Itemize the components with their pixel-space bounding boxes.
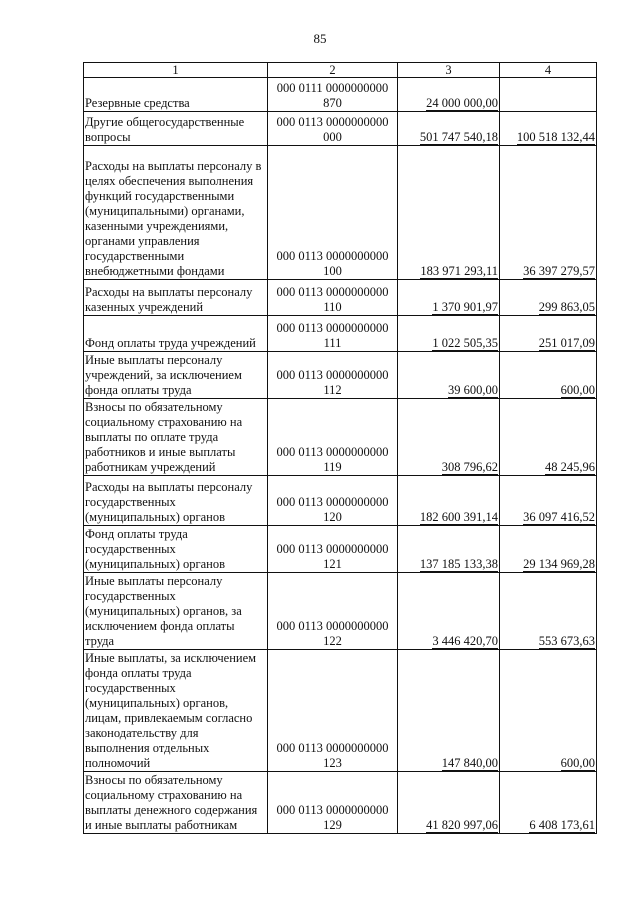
row-code-cell — [268, 146, 398, 280]
row-code-cell — [268, 280, 398, 316]
row-code-type: 121 — [323, 557, 342, 571]
row-code-type: 100 — [323, 264, 342, 278]
row-code-cell — [268, 650, 398, 772]
row-name-cell — [84, 650, 268, 772]
row-name: Расходы на выплаты персоналу казенных учреждений — [85, 285, 253, 314]
table-row — [84, 352, 597, 399]
row-amount-col3 — [398, 316, 500, 352]
table-row — [84, 78, 597, 112]
row-amount-col4-value: 36 397 279,57 — [523, 264, 595, 278]
row-amount-col4 — [500, 112, 597, 146]
row-name-cell — [84, 112, 268, 146]
column-header-2: 2 — [268, 63, 398, 78]
row-amount-col3-value: 147 840,00 — [441, 756, 498, 770]
row-name: Фонд оплаты труда учреждений — [85, 336, 256, 350]
row-amount-col3-value: 1 370 901,97 — [432, 300, 498, 314]
row-code-cell — [268, 112, 398, 146]
row-name: Резервные средства — [85, 96, 190, 110]
table-row — [84, 526, 597, 573]
row-code-classifier: 000 0113 0000000000 — [276, 115, 389, 129]
row-amount-col3 — [398, 78, 500, 112]
row-amount-col4-value: 251 017,09 — [538, 336, 595, 350]
row-code-cell — [268, 316, 398, 352]
row-code-type: 110 — [323, 300, 342, 314]
row-amount-col4-value: 29 134 969,28 — [523, 557, 595, 571]
table-row — [84, 280, 597, 316]
row-name-cell — [84, 280, 268, 316]
row-amount-col3-value: 24 000 000,00 — [426, 96, 498, 110]
row-code-type: 000 — [323, 130, 342, 144]
row-amount-col3 — [398, 650, 500, 772]
row-amount-col4 — [500, 316, 597, 352]
row-code-classifier: 000 0113 0000000000 — [276, 368, 389, 382]
row-name-cell — [84, 399, 268, 476]
row-amount-col3 — [398, 573, 500, 650]
row-name: Иные выплаты, за исключением фонда оплаты труда государственных (муниципальных) органов, лицам, привлекаемым согласно законодательству для выполнения отдельных полномочий — [85, 651, 257, 770]
table-row — [84, 772, 597, 834]
row-name-cell — [84, 352, 268, 399]
row-code-classifier: 000 0113 0000000000 — [276, 249, 389, 263]
row-name-cell — [84, 316, 268, 352]
row-name: Расходы на выплаты персоналу в целях обеспечения выполнения функций государственными (муниципальными) органами, казенными учреждениями, органами управления государственными внебюджетными фондами — [85, 159, 262, 278]
row-amount-col3-value: 3 446 420,70 — [432, 634, 498, 648]
row-amount-col4 — [500, 772, 597, 834]
row-code-type: 120 — [323, 510, 342, 524]
row-amount-col4-value: 600,00 — [560, 756, 595, 770]
row-name: Взносы по обязательному социальному страхованию на выплаты денежного содержания и иные выплаты работникам — [85, 773, 258, 832]
row-code-cell — [268, 573, 398, 650]
row-name-cell — [84, 476, 268, 526]
row-name-cell — [84, 526, 268, 573]
column-header-3: 3 — [398, 63, 500, 78]
row-name-cell — [84, 772, 268, 834]
table-header-row — [84, 63, 597, 78]
row-name: Взносы по обязательному социальному страхованию на выплаты по оплате труда работников и иные выплаты работникам учреждений — [85, 400, 243, 474]
row-amount-col4 — [500, 280, 597, 316]
row-code-type: 112 — [323, 383, 342, 397]
row-amount-col3 — [398, 526, 500, 573]
row-amount-col4-value: 299 863,05 — [538, 300, 595, 314]
table-row — [84, 399, 597, 476]
row-code-cell — [268, 352, 398, 399]
row-code-classifier: 000 0111 0000000000 — [276, 81, 389, 95]
row-amount-col4-value: 553 673,63 — [538, 634, 595, 648]
row-code-classifier: 000 0113 0000000000 — [276, 619, 389, 633]
row-amount-col4 — [500, 476, 597, 526]
row-name: Другие общегосударственные вопросы — [85, 115, 245, 144]
row-code-type: 119 — [323, 460, 342, 474]
page-number: 85 — [313, 31, 327, 46]
row-name-cell — [84, 573, 268, 650]
row-code-cell — [268, 526, 398, 573]
row-amount-col4-value: 48 245,96 — [545, 460, 595, 474]
row-code-classifier: 000 0113 0000000000 — [276, 495, 389, 509]
row-code-cell — [268, 78, 398, 112]
row-code-type: 129 — [323, 818, 342, 832]
row-code-type: 111 — [323, 336, 342, 350]
row-code-type: 122 — [323, 634, 342, 648]
column-header-4: 4 — [500, 63, 597, 78]
row-amount-col3 — [398, 112, 500, 146]
row-amount-col4 — [500, 650, 597, 772]
table-row — [84, 146, 597, 280]
row-code-classifier: 000 0113 0000000000 — [276, 285, 389, 299]
table-row — [84, 112, 597, 146]
row-name: Иные выплаты персоналу учреждений, за исключением фонда оплаты труда — [85, 353, 242, 397]
table-row — [84, 650, 597, 772]
row-code-cell — [268, 399, 398, 476]
row-name-cell — [84, 78, 268, 112]
row-amount-col3 — [398, 352, 500, 399]
row-code-cell — [268, 476, 398, 526]
row-code-classifier: 000 0113 0000000000 — [276, 321, 389, 335]
table-row — [84, 316, 597, 352]
row-amount-col4 — [500, 352, 597, 399]
table-row — [84, 476, 597, 526]
row-name: Иные выплаты персоналу государственных (муниципальных) органов, за исключением фонда оплаты труда — [85, 574, 242, 648]
row-amount-col3-value: 182 600 391,14 — [419, 510, 498, 524]
row-code-classifier: 000 0113 0000000000 — [276, 803, 389, 817]
row-amount-col4-value: 36 097 416,52 — [523, 510, 595, 524]
row-amount-col3-value: 39 600,00 — [448, 383, 498, 397]
row-code-classifier: 000 0113 0000000000 — [276, 445, 389, 459]
row-amount-col4 — [500, 78, 597, 112]
row-name: Расходы на выплаты персоналу государственных (муниципальных) органов — [85, 480, 253, 524]
row-code-cell — [268, 772, 398, 834]
row-code-classifier: 000 0113 0000000000 — [276, 542, 389, 556]
row-amount-col3 — [398, 476, 500, 526]
row-amount-col3-value: 137 185 133,38 — [419, 557, 498, 571]
row-amount-col4-value: 100 518 132,44 — [516, 130, 595, 144]
row-amount-col3-value: 308 796,62 — [441, 460, 498, 474]
row-amount-col3 — [398, 280, 500, 316]
row-amount-col3-value: 41 820 997,06 — [426, 818, 498, 832]
row-amount-col3 — [398, 772, 500, 834]
table-row — [84, 573, 597, 650]
row-amount-col3-value: 501 747 540,18 — [419, 130, 498, 144]
row-amount-col3 — [398, 146, 500, 280]
row-amount-col3-value: 1 022 505,35 — [432, 336, 498, 350]
row-amount-col4 — [500, 146, 597, 280]
row-amount-col3 — [398, 399, 500, 476]
row-code-type: 870 — [323, 96, 342, 110]
row-amount-col4 — [500, 573, 597, 650]
row-amount-col3-value: 183 971 293,11 — [420, 264, 498, 278]
row-amount-col4-value: 600,00 — [560, 383, 595, 397]
row-code-type: 123 — [323, 756, 342, 770]
row-code-classifier: 000 0113 0000000000 — [276, 741, 389, 755]
row-amount-col4 — [500, 526, 597, 573]
row-amount-col4 — [500, 399, 597, 476]
budget-table — [83, 62, 597, 834]
row-amount-col4-value: 6 408 173,61 — [529, 818, 595, 832]
row-name-cell — [84, 146, 268, 280]
table-body — [84, 78, 597, 834]
row-name: Фонд оплаты труда государственных (муниципальных) органов — [85, 527, 226, 571]
column-header-1: 1 — [84, 63, 268, 78]
